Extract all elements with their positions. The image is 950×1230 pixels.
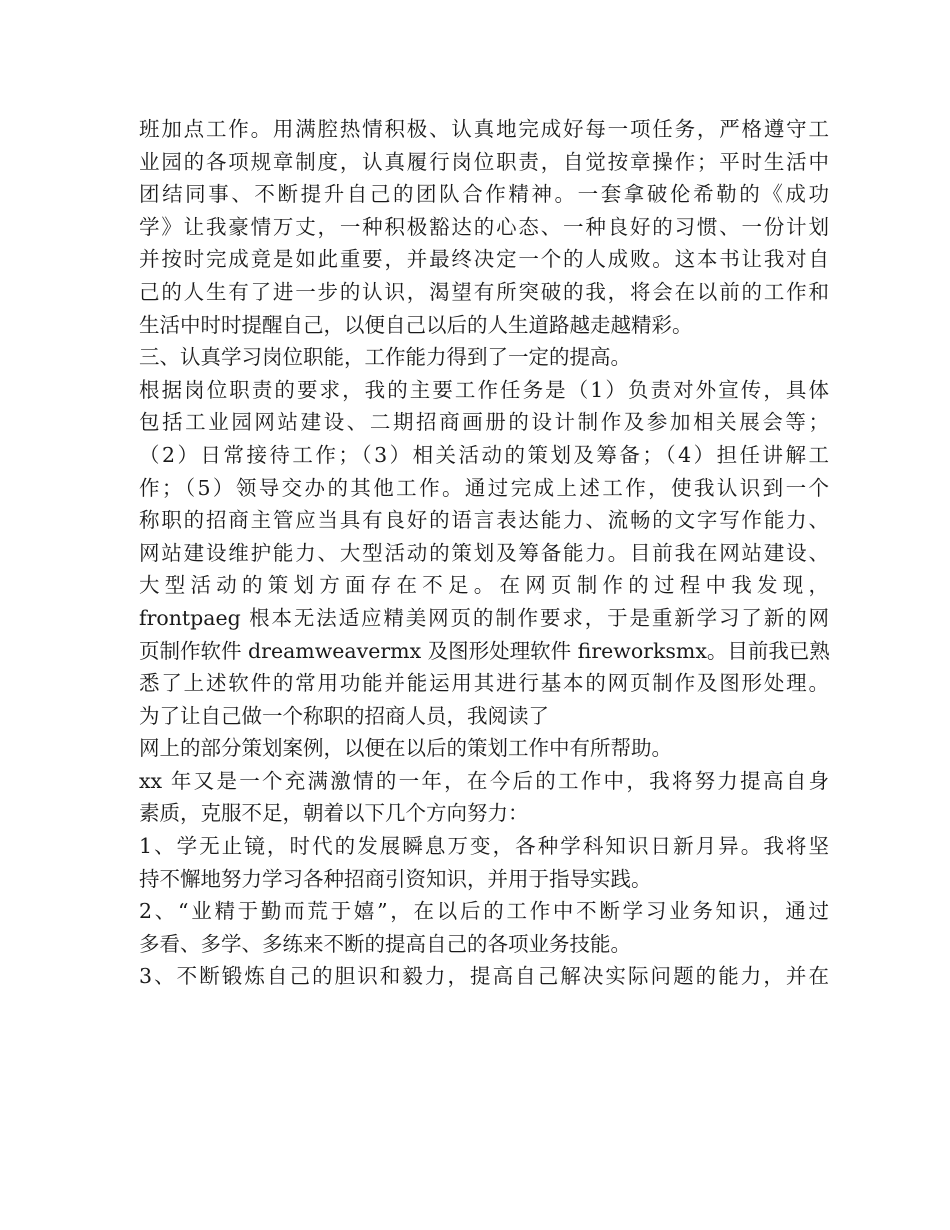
text-line: 团结同事、不断提升自己的团队合作精神。一套拿破伦希勒的《成功	[139, 182, 829, 207]
text-line: 己的人生有了进一步的认识，渴望有所突破的我，将会在以前的工作和	[139, 279, 829, 304]
list-item-continuation: 持不懈地努力学习各种招商引资知识，并用于指导实践。	[139, 866, 652, 891]
text-line: xx 年又是一个充满激情的一年，在今后的工作中，我将努力提高自身	[139, 768, 829, 793]
text-line: frontpaeg 根本无法适应精美网页的制作要求，于是重新学习了新的网	[139, 605, 829, 630]
text-line: 网上的部分策划案例，以便在以后的策划工作中有所帮助。	[139, 736, 672, 761]
text-line: 作；（5）领导交办的其他工作。通过完成上述工作，使我认识到一个	[139, 475, 829, 500]
text-line: 页制作软件 dreamweavermx 及图形处理软件 fireworksmx。目前我已熟	[139, 638, 830, 663]
text-line: 悉了上述软件的常用功能并能运用其进行基本的网页制作及图形处理。	[139, 671, 829, 696]
text-line: 业园的各项规章制度，认真履行岗位职责，自觉按章操作；平时生活中	[139, 149, 829, 174]
text-line: 并按时完成竟是如此重要，并最终决定一个的人成败。这本书让我对自	[139, 247, 829, 272]
text-line: 称职的招商主管应当具有良好的语言表达能力、流畅的文字写作能力、	[139, 508, 829, 533]
text-line: （2）日常接待工作；（3）相关活动的策划及筹备；（4）担任讲解工	[139, 442, 829, 467]
section-heading: 三、认真学习岗位职能，工作能力得到了一定的提高。	[139, 345, 631, 370]
text-line: 为了让自己做一个称职的招商人员，我阅读了	[139, 703, 549, 728]
body-text	[139, 113, 829, 993]
text-line: 根据岗位职责的要求，我的主要工作任务是（1）负责对外宣传，具体	[139, 377, 829, 402]
text-line: 学》让我豪情万丈，一种积极豁达的心态、一种良好的习惯、一份计划	[139, 214, 829, 239]
list-item-continuation: 多看、多学、多练来不断的提高自己的各项业务技能。	[139, 931, 631, 956]
list-item: 2、“业精于勤而荒于嬉”，在以后的工作中不断学习业务知识，通过	[139, 899, 829, 924]
text-line: 网站建设维护能力、大型活动的策划及筹备能力。目前我在网站建设、	[139, 540, 829, 565]
list-item: 1、学无止镜，时代的发展瞬息万变，各种学科知识日新月异。我将坚	[139, 834, 829, 859]
text-line: 生活中时时提醒自己，以便自己以后的人生道路越走越精彩。	[139, 312, 693, 337]
text-line: 包括工业园网站建设、二期招商画册的设计制作及参加相关展会等；	[139, 410, 829, 435]
text-line: 班加点工作。用满腔热情积极、认真地完成好每一项任务，严格遵守工	[139, 117, 829, 141]
list-item: 3、不断锻炼自己的胆识和毅力，提高自己解决实际问题的能力，并在	[139, 964, 829, 989]
text-line: 素质，克服不足，朝着以下几个方向努力：	[139, 801, 529, 826]
text-line: 大型活动的策划方面存在不足。在网页制作的过程中我发现，	[139, 573, 829, 598]
